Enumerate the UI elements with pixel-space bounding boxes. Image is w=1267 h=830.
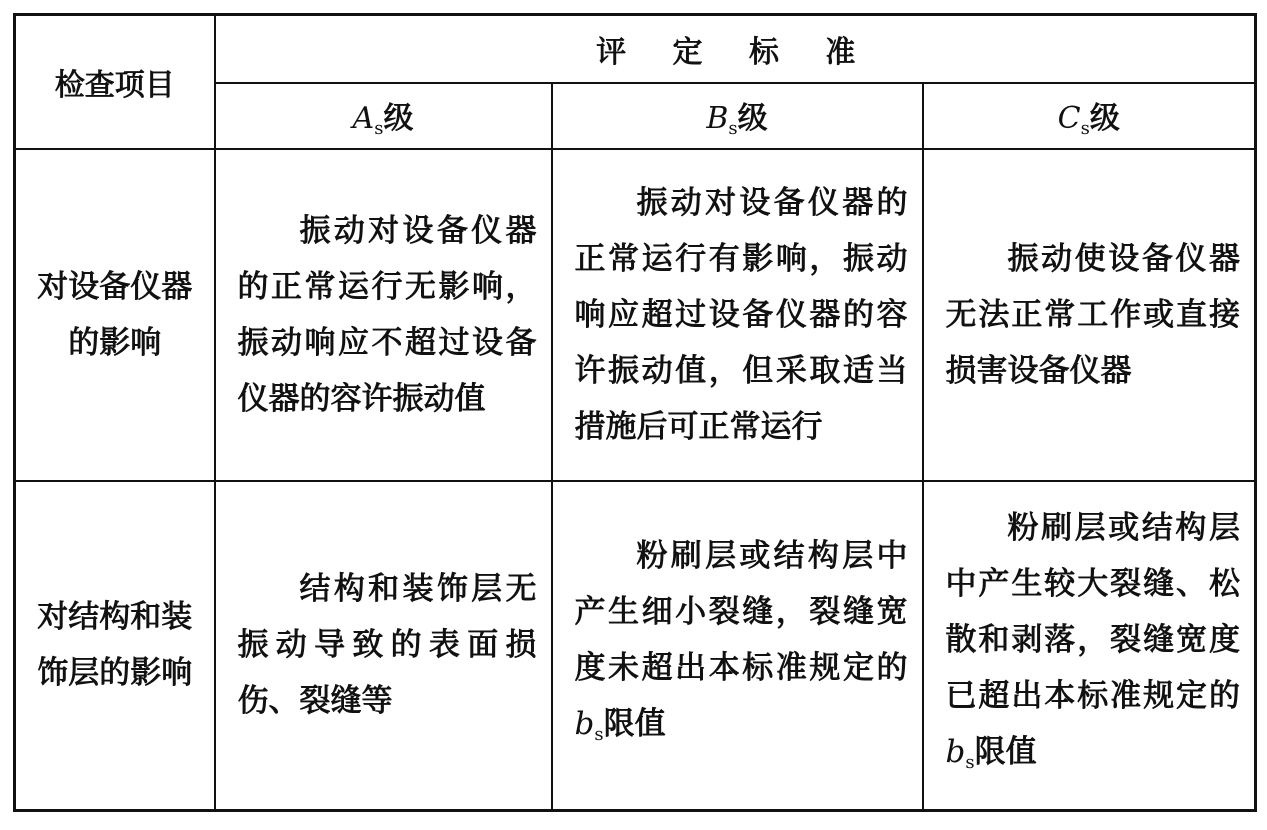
cell-structure-c xyxy=(923,481,1256,811)
header-grade-c xyxy=(923,83,1256,149)
grade-a-sub: s xyxy=(374,117,384,139)
cell-structure-a: 结构和装饰层无振动导致的表面损伤、裂缝等 xyxy=(215,481,552,811)
grade-b-suffix: 级 xyxy=(737,100,768,136)
row-label-line: 对设备仪器 xyxy=(37,268,193,305)
cell-equipment-b: 振动对设备仪器的正常运行有影响，振动响应超过设备仪器的容许振动值，但采取适当措施后可正常运行 xyxy=(552,149,923,481)
header-grade-a xyxy=(215,83,552,149)
grade-c-suffix: 级 xyxy=(1089,100,1120,136)
row-label-line: 对结构和装 xyxy=(37,599,193,636)
cell-structure-c-text: 粉刷层或结构层中产生较大裂缝、松散和剥落，裂缝宽度已超出本标准规定的 xyxy=(945,509,1240,714)
bs-subscript: s xyxy=(594,723,604,745)
cell-equipment-c: 振动使设备仪器无法正常工作或直接损害设备仪器 xyxy=(923,149,1256,481)
row-label-line: 的影响 xyxy=(68,324,162,361)
standards-table xyxy=(13,13,1257,812)
bs-subscript: s xyxy=(965,751,975,773)
grade-a-letter: A xyxy=(352,100,375,136)
row-label-line: 饰层的影响 xyxy=(37,655,193,692)
header-check-item: 检查项目 xyxy=(15,15,215,149)
cell-structure-c-tail: 限值 xyxy=(974,733,1037,770)
cell-equipment-a: 振动对设备仪器的正常运行无影响，振动响应不超过设备仪器的容许振动值 xyxy=(215,149,552,481)
bs-symbol: b xyxy=(945,733,966,770)
grade-b-sub: s xyxy=(728,117,738,139)
table-row xyxy=(15,481,1256,811)
grade-b-letter: B xyxy=(706,100,729,136)
cell-structure-b xyxy=(552,481,923,811)
grade-c-sub: s xyxy=(1080,117,1090,139)
header-grade-b xyxy=(552,83,923,149)
row-label-equipment xyxy=(15,149,215,481)
cell-structure-b-tail: 限值 xyxy=(603,705,666,742)
bs-symbol: b xyxy=(574,705,595,742)
cell-structure-b-text: 粉刷层或结构层中产生细小裂缝，裂缝宽度未超出本标准规定的 xyxy=(574,537,908,686)
grade-c-letter: C xyxy=(1057,100,1081,136)
table-row xyxy=(15,149,1256,481)
header-evaluation-standard: 评 定 标 准 xyxy=(215,15,1256,83)
row-label-structure xyxy=(15,481,215,811)
grade-a-suffix: 级 xyxy=(383,100,414,136)
